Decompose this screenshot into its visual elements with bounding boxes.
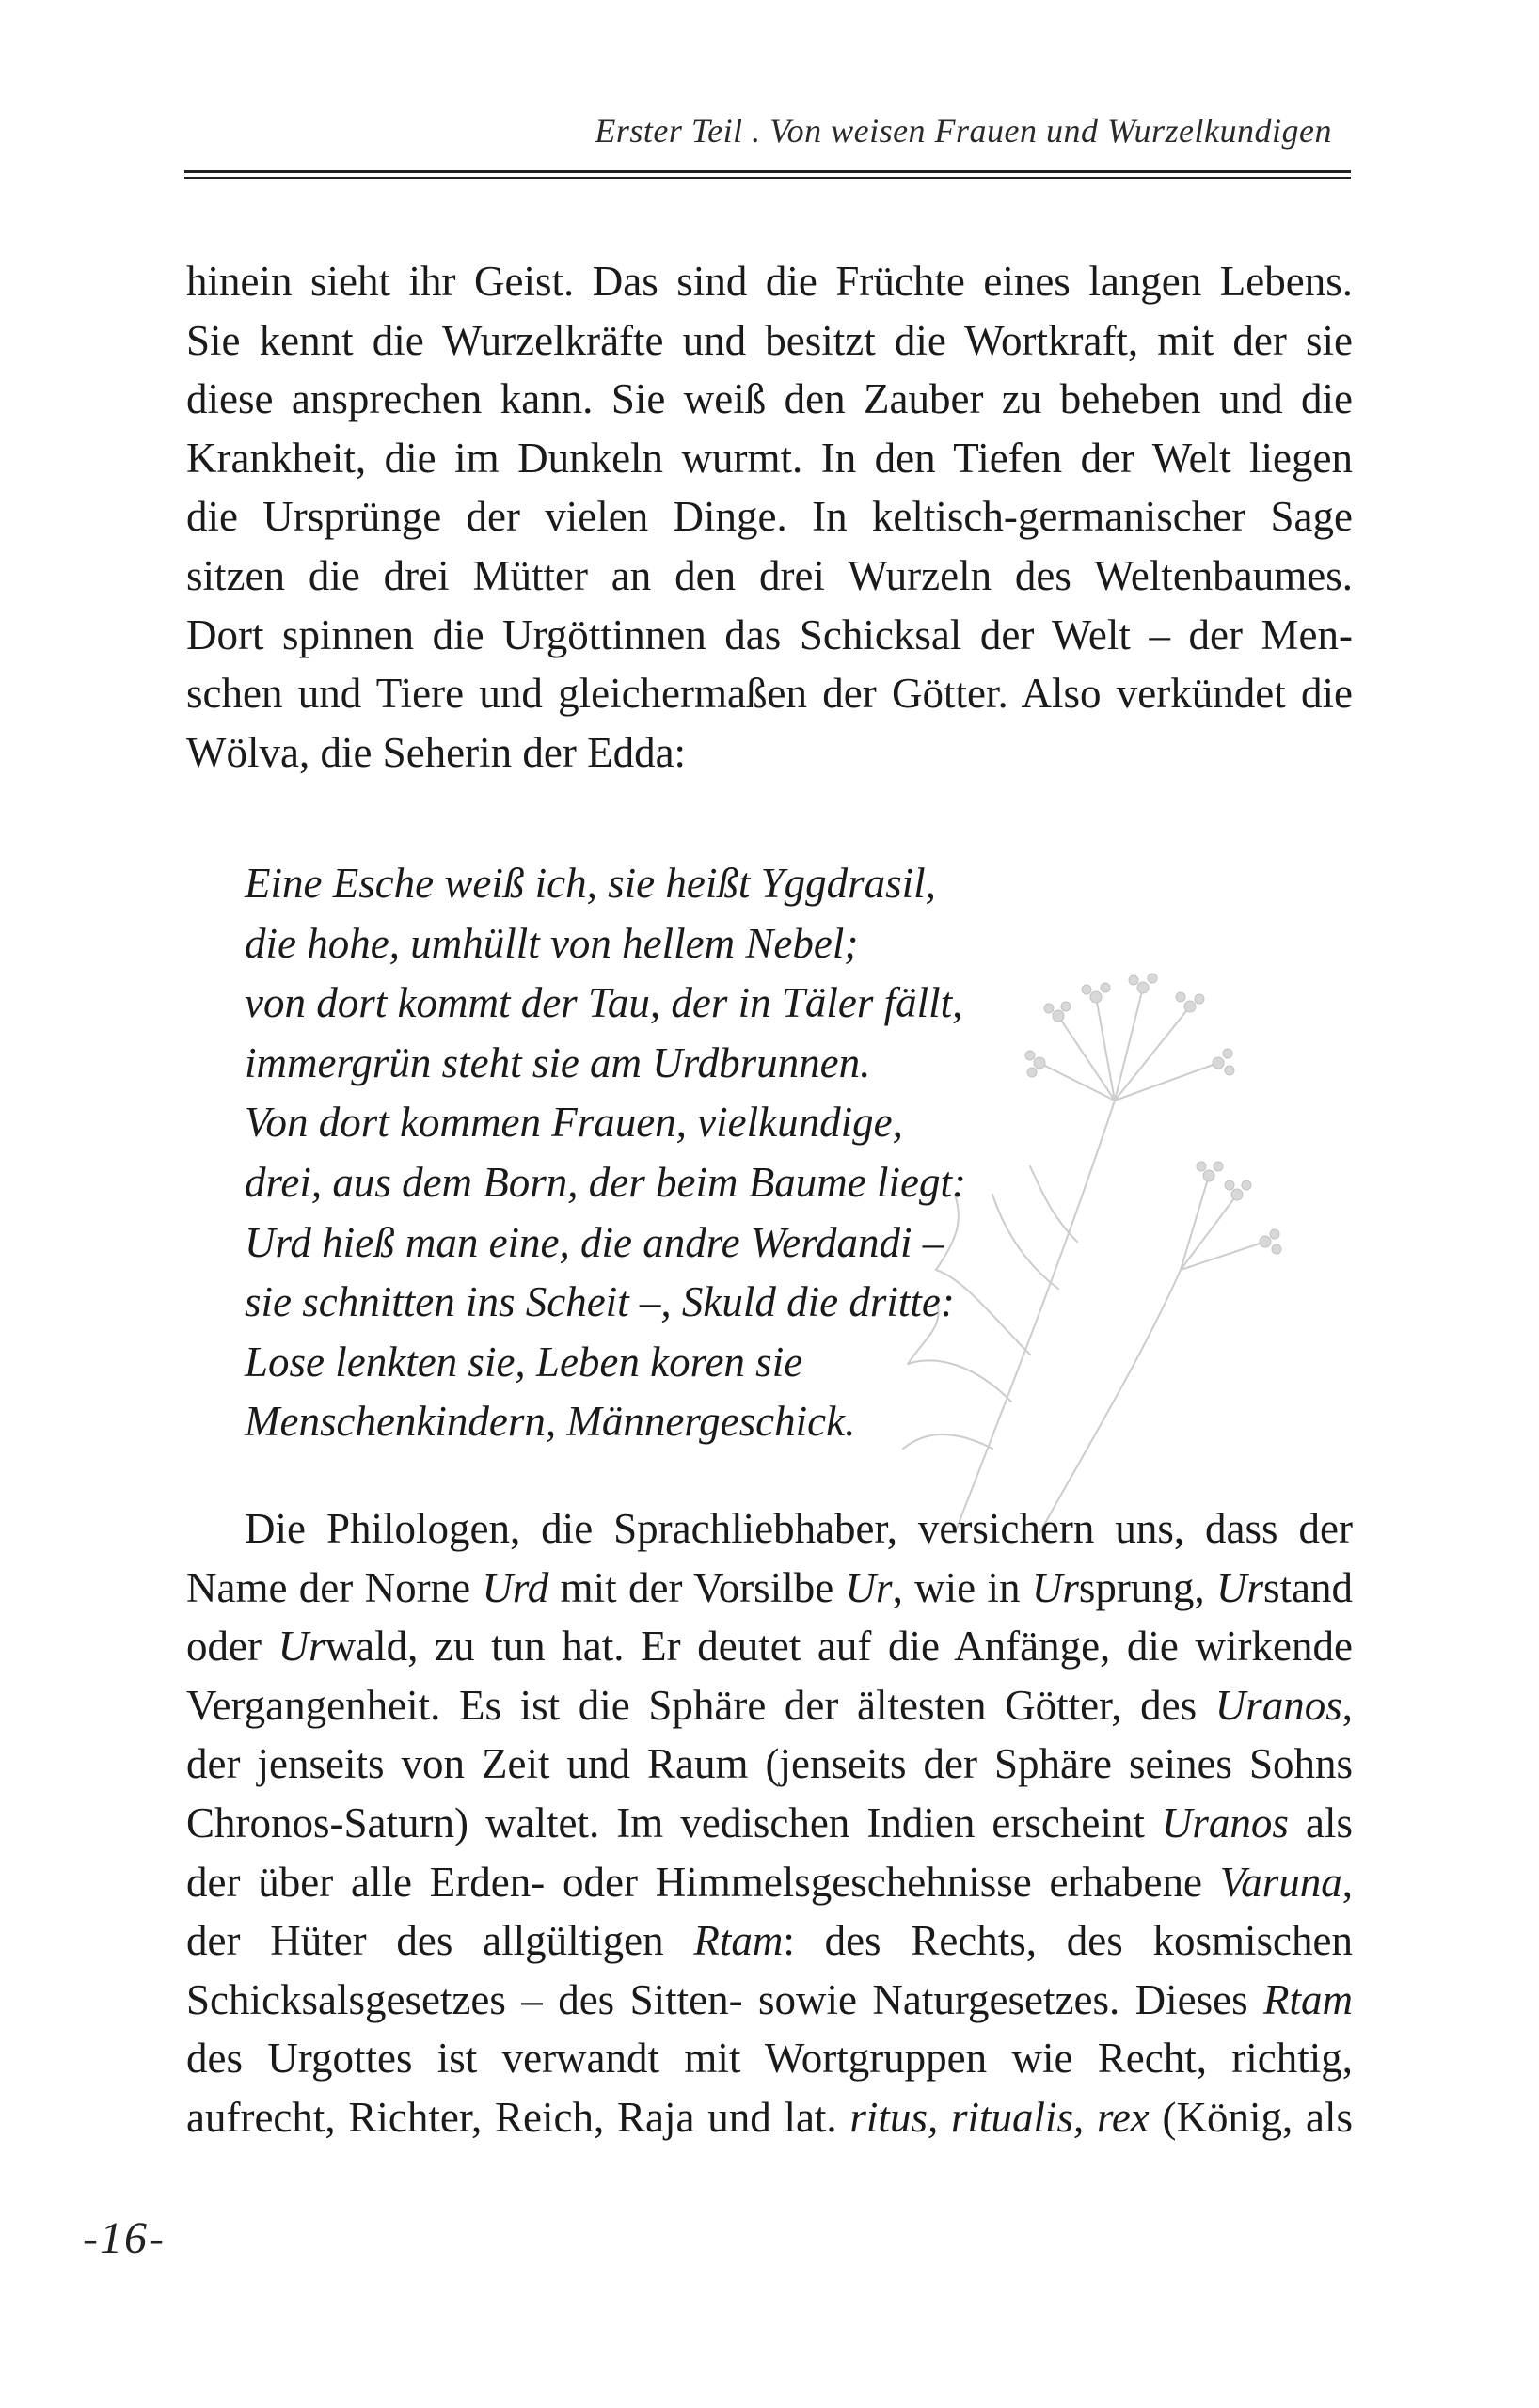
- emphasis: Urd: [482, 1563, 549, 1611]
- edda-poem-quote: [245, 854, 966, 1452]
- text-line: der über alle Erden- oder Himmelsgeschehnisse erhabene Varuna,: [186, 1858, 1353, 1906]
- poem-line: sie schnitten ins Scheit –, Skuld die dritte:: [245, 1278, 955, 1326]
- emphasis: Uranos: [1214, 1681, 1342, 1729]
- emphasis: Rtam: [693, 1917, 784, 1965]
- text-line: Vergangenheit. Es ist die Sphäre der ältesten Götter, des Uranos,: [186, 1681, 1353, 1729]
- text-line: Wölva, die Seherin der Edda:: [186, 728, 687, 776]
- text-line: des Urgottes ist verwandt mit Wortgruppen wie Recht, richtig,: [186, 2035, 1353, 2083]
- text-line: sitzen die drei Mütter an den drei Wurzeln des Weltenbaumes.: [186, 551, 1353, 599]
- emphasis: Ur: [278, 1623, 325, 1671]
- text-line: Die Philologen, die Sprachliebhaber, versichern uns, dass der: [245, 1505, 1353, 1552]
- text-line: Dort spinnen die Urgöttinnen das Schicksal der Welt – der Men-: [186, 610, 1353, 658]
- text-line: oder Urwald, zu tun hat. Er deutet auf die Anfänge, die wirkende: [186, 1623, 1353, 1671]
- text-line: der Hüter des allgültigen Rtam: des Rechts, des kosmischen: [186, 1917, 1353, 1965]
- text-line: die Ursprünge der vielen Dinge. In keltisch-germanischer Sage: [186, 493, 1353, 541]
- emphasis: Uranos: [1161, 1798, 1289, 1846]
- poem-line: Menschenkindern, Männergeschick.: [245, 1398, 856, 1446]
- text-line: Name der Norne Urd mit der Vorsilbe Ur, wie in Ursprung, Urstand: [186, 1563, 1353, 1611]
- text-line: der jenseits von Zeit und Raum (jenseits der Sphäre seines Sohns: [186, 1740, 1353, 1788]
- poem-line: Urd hieß man eine, die andre Werdandi –: [245, 1218, 944, 1266]
- emphasis: Ur: [1031, 1563, 1079, 1611]
- text-line: Sie kennt die Wurzelkräfte und besitzt die Wortkraft, mit der sie: [186, 316, 1353, 364]
- text-line: Krankheit, die im Dunkeln wurmt. In den Tiefen der Welt liegen: [186, 434, 1353, 482]
- emphasis: Ur: [1215, 1563, 1263, 1611]
- header-rule-top: [184, 170, 1351, 173]
- emphasis: Ur: [845, 1563, 893, 1611]
- text-line: Schicksalsgesetzes – des Sitten- sowie Naturgesetzes. Dieses Rtam: [186, 1975, 1353, 2023]
- running-header: Erster Teil . Von weisen Frauen und Wurzelkundigen: [595, 112, 1332, 150]
- text-line: diese ansprechen kann. Sie weiß den Zauber zu beheben und die: [186, 375, 1353, 423]
- text-line: Chronos-Saturn) waltet. Im vedischen Indien erscheint Uranos als: [186, 1798, 1353, 1846]
- text-line: hinein sieht ihr Geist. Das sind die Früchte eines langen Lebens.: [186, 258, 1353, 305]
- text-line: aufrecht, Richter, Reich, Raja und lat. ritus, ritualis, rex (König, als: [186, 2093, 1353, 2141]
- poem-line: Von dort kommen Frauen, vielkundige,: [245, 1099, 903, 1147]
- main-paragraph: [186, 1499, 1353, 2147]
- poem-line: die hohe, umhüllt von hellem Nebel;: [245, 919, 859, 967]
- emphasis: ritus, ritualis, rex: [849, 2093, 1150, 2141]
- poem-line: von dort kommt der Tau, der in Täler fällt,: [245, 979, 963, 1027]
- intro-paragraph: [186, 252, 1353, 782]
- emphasis: Varuna: [1219, 1858, 1342, 1906]
- emphasis: Rtam: [1263, 1975, 1353, 2023]
- poem-line: drei, aus dem Born, der beim Baume liegt:: [245, 1158, 966, 1206]
- header-rule-bottom: [184, 177, 1351, 179]
- text-line: schen und Tiere und gleichermaßen der Götter. Also verkündet die: [186, 670, 1353, 718]
- page-number: -16-: [83, 2213, 166, 2263]
- poem-line: immergrün steht sie am Urdbrunnen.: [245, 1038, 871, 1086]
- poem-line: Eine Esche weiß ich, sie heißt Yggdrasil,: [245, 860, 936, 907]
- poem-line: Lose lenkten sie, Leben koren sie: [245, 1338, 803, 1386]
